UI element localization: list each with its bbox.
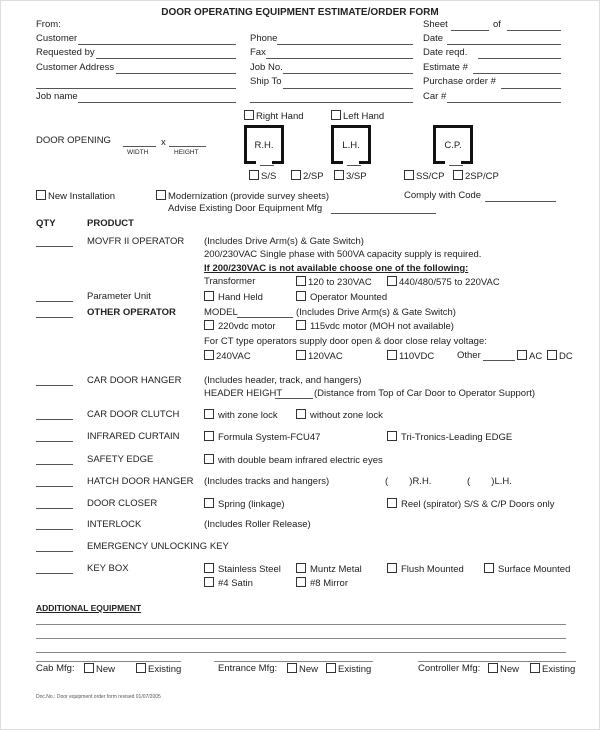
spring-checkbox[interactable]	[204, 498, 285, 511]
option-label: Tri-Tronics-Leading EDGE	[401, 432, 513, 443]
rh-label: R.H.	[254, 140, 274, 151]
reel-checkbox[interactable]	[387, 498, 554, 511]
110vdc-checkbox[interactable]	[387, 350, 434, 363]
parameter-unit-label: Parameter Unit	[87, 291, 151, 302]
controller-new-checkbox[interactable]	[488, 663, 519, 676]
purchase-order-label: Purchase order #	[423, 76, 496, 87]
checkbox-icon	[296, 320, 306, 330]
option-label: New	[500, 664, 520, 675]
option-label: 2SP/CP	[465, 171, 499, 182]
option-label: AC	[529, 351, 543, 362]
header-height-label: HEADER HEIGHT	[204, 388, 283, 399]
model-label: MODEL	[204, 307, 238, 318]
qty-field-key-box[interactable]	[36, 573, 73, 574]
option-label: DC	[559, 351, 573, 362]
flush-checkbox[interactable]	[387, 563, 464, 576]
entrance-mfg-field[interactable]	[214, 661, 373, 662]
other-voltage-field[interactable]	[483, 360, 515, 361]
additional-line-2[interactable]	[36, 638, 566, 639]
left-hand-checkbox[interactable]	[331, 110, 384, 123]
option-label: Surface Mounted	[498, 564, 571, 575]
qty-field-door-closer[interactable]	[36, 508, 73, 509]
qty-field-car-door-hanger[interactable]	[36, 385, 73, 386]
checkbox-icon	[204, 431, 214, 441]
hatch-desc: (Includes tracks and hangers)	[204, 476, 330, 487]
2sp-checkbox[interactable]	[291, 170, 324, 183]
qty-field-clutch[interactable]	[36, 419, 73, 420]
option-label: with zone lock	[218, 410, 278, 421]
entrance-mfg-label: Entrance Mfg:	[218, 663, 278, 674]
checkbox-icon	[326, 663, 336, 673]
door-opening-label: DOOR OPENING	[36, 135, 111, 146]
job-name-field[interactable]	[78, 102, 236, 103]
left-hand-label: Left Hand	[343, 111, 385, 122]
checkbox-icon	[404, 170, 414, 180]
qty-field-parameter[interactable]	[36, 301, 73, 302]
movfr-desc: (Includes Drive Arm(s) & Gate Switch)	[204, 236, 364, 247]
header-height-field[interactable]	[275, 398, 313, 399]
option-label: without zone lock	[310, 410, 383, 421]
option-label: New Installation	[48, 191, 116, 202]
checkbox-icon	[296, 276, 306, 286]
controller-mfg-label: Controller Mfg:	[418, 663, 481, 674]
checkbox-icon	[517, 350, 527, 360]
checkbox-icon	[334, 170, 344, 180]
other-voltage-label: Other	[457, 350, 481, 361]
car-door-hanger-desc: (Includes header, track, and hangers)	[204, 375, 362, 386]
job-no-label: Job No.	[250, 62, 283, 73]
option-label: 440/480/575 to 220VAC	[399, 277, 500, 288]
checkbox-icon	[387, 563, 397, 573]
checkbox-icon	[204, 498, 214, 508]
additional-line-1[interactable]	[36, 624, 566, 625]
phone-label: Phone	[250, 33, 278, 44]
operator-mounted-checkbox[interactable]	[296, 291, 387, 304]
entrance-new-checkbox[interactable]	[287, 663, 318, 676]
qty-field-infrared[interactable]	[36, 441, 73, 442]
checkbox-icon	[204, 320, 214, 330]
lh-label: L.H.	[342, 140, 360, 151]
option-label: 120 to 230VAC	[308, 277, 372, 288]
option-label: Existing	[338, 664, 372, 675]
3sp-checkbox[interactable]	[334, 170, 367, 183]
hatch-door-hanger-label: HATCH DOOR HANGER	[87, 476, 194, 487]
customer-field[interactable]	[78, 44, 236, 45]
tritronics-checkbox[interactable]	[387, 431, 512, 444]
cab-mfg-label: Cab Mfg:	[36, 663, 75, 674]
modernization-checkbox[interactable]	[156, 190, 329, 203]
ss-checkbox[interactable]	[249, 170, 276, 183]
form-title: DOOR OPERATING EQUIPMENT ESTIMATE/ORDER FORM	[161, 7, 439, 18]
option-label: 2/SP	[303, 171, 324, 182]
checkbox-icon	[156, 190, 166, 200]
checkbox-icon	[453, 170, 463, 180]
option-label: SS/CP	[416, 171, 445, 182]
option-label: 120VAC	[308, 351, 343, 362]
option-label: 3/SP	[346, 171, 367, 182]
checkbox-icon	[296, 409, 306, 419]
times-sign: x	[161, 137, 166, 148]
sheet-field[interactable]	[451, 30, 489, 31]
option-label: Hand Held	[218, 292, 263, 303]
formula-checkbox[interactable]	[204, 431, 320, 444]
from-label: From:	[36, 19, 61, 30]
cp-label: C.P.	[444, 140, 462, 151]
date-reqd-field[interactable]	[478, 58, 561, 59]
other-operator-desc: (Includes Drive Arm(s) & Gate Switch)	[296, 307, 456, 318]
mirror-checkbox[interactable]	[296, 577, 348, 590]
job-no-field[interactable]	[283, 73, 413, 74]
checkbox-icon	[291, 170, 301, 180]
safety-edge-label: SAFETY EDGE	[87, 454, 154, 465]
checkbox-icon	[387, 276, 397, 286]
115vdc-checkbox[interactable]	[296, 320, 454, 333]
entrance-existing-checkbox[interactable]	[326, 663, 371, 676]
doc-number: Doc.No.: Door equipment order form revised 01/07/2005	[36, 694, 161, 700]
option-label: Modernization (provide survey sheets)	[168, 191, 330, 202]
option-label: Existing	[542, 664, 576, 675]
surface-checkbox[interactable]	[484, 563, 570, 576]
interlock-label: INTERLOCK	[87, 519, 142, 530]
checkbox-icon	[287, 663, 297, 673]
checkbox-icon	[488, 663, 498, 673]
checkbox-icon	[387, 498, 397, 508]
sheet-label: Sheet	[423, 19, 448, 30]
option-label: Flush Mounted	[401, 564, 464, 575]
sheet-of-field[interactable]	[507, 30, 561, 31]
option-label: #8 Mirror	[310, 578, 349, 589]
qty-field-hatch[interactable]	[36, 486, 73, 487]
checkbox-icon	[204, 350, 214, 360]
checkbox-icon	[136, 663, 146, 673]
checkbox-icon	[331, 110, 341, 120]
hand-held-checkbox[interactable]	[204, 291, 263, 304]
emergency-key-label: EMERGENCY UNLOCKING KEY	[87, 541, 229, 552]
dc-checkbox[interactable]	[547, 350, 573, 363]
movfr-alternative-note: If 200/230VAC is not available choose one of the following:	[204, 263, 469, 274]
date-label: Date	[423, 33, 444, 44]
qty-field-movfr[interactable]	[36, 246, 73, 247]
checkbox-icon	[296, 350, 306, 360]
requested-by-field[interactable]	[96, 58, 236, 59]
option-label: #4 Satin	[218, 578, 253, 589]
2spcp-checkbox[interactable]	[453, 170, 499, 183]
height-label: HEIGHT	[174, 149, 199, 156]
width-label: WIDTH	[127, 149, 149, 156]
stainless-checkbox[interactable]	[204, 563, 281, 576]
qty-field-emergency-key[interactable]	[36, 551, 73, 552]
customer-address-field[interactable]	[116, 73, 236, 74]
240vac-checkbox[interactable]	[204, 350, 251, 363]
checkbox-icon	[484, 563, 494, 573]
option-label: Spring (linkage)	[218, 499, 285, 510]
hatch-rh-field[interactable]: ( )R.H.	[385, 476, 432, 487]
of-label: of	[493, 19, 501, 30]
option-label: Existing	[148, 664, 182, 675]
option-label: New	[96, 664, 116, 675]
option-label: New	[299, 664, 319, 675]
car-field[interactable]	[447, 102, 561, 103]
muntz-checkbox[interactable]	[296, 563, 362, 576]
with-zone-lock-checkbox[interactable]	[204, 409, 278, 422]
ship-to-field[interactable]	[283, 88, 413, 89]
hatch-lh-field[interactable]: ( )L.H.	[467, 476, 512, 487]
cab-new-checkbox[interactable]	[84, 663, 115, 676]
t120-checkbox[interactable]	[296, 276, 372, 289]
car-door-clutch-label: CAR DOOR CLUTCH	[87, 409, 180, 420]
job-name-label: Job name	[36, 91, 78, 102]
right-hand-checkbox[interactable]	[244, 110, 304, 123]
estimate-label: Estimate #	[423, 62, 468, 73]
checkbox-icon	[296, 577, 306, 587]
option-label: Operator Mounted	[310, 292, 388, 303]
movfr-supply-note: 200/230VAC Single phase with 500VA capacity supply is required.	[204, 249, 482, 260]
phone-field[interactable]	[277, 44, 413, 45]
new-installation-checkbox[interactable]	[36, 190, 115, 203]
satin-checkbox[interactable]	[204, 577, 253, 590]
advise-mfg-label: Advise Existing Door Equipment Mfg	[168, 203, 323, 214]
right-hand-label: Right Hand	[256, 111, 304, 122]
date-field[interactable]	[447, 44, 561, 45]
advise-mfg-field[interactable]	[331, 213, 436, 214]
checkbox-icon	[244, 110, 254, 120]
left-hand-door-diagram	[331, 125, 371, 164]
checkbox-icon	[296, 563, 306, 573]
key-box-label: KEY BOX	[87, 563, 129, 574]
ac-checkbox[interactable]	[517, 350, 542, 363]
checkbox-icon	[249, 170, 259, 180]
car-door-hanger-label: CAR DOOR HANGER	[87, 375, 182, 386]
door-closer-label: DOOR CLOSER	[87, 498, 158, 509]
checkbox-icon	[204, 563, 214, 573]
option-label: 220vdc motor	[218, 321, 276, 332]
option-label: S/S	[261, 171, 277, 182]
220vdc-checkbox[interactable]	[204, 320, 276, 333]
interlock-desc: (Includes Roller Release)	[204, 519, 311, 530]
movfr-label: MOVFR II OPERATOR	[87, 236, 185, 247]
model-field[interactable]	[237, 317, 293, 318]
qty-field-interlock[interactable]	[36, 529, 73, 530]
car-label: Car #	[423, 91, 447, 102]
customer-address-label: Customer Address	[36, 62, 115, 73]
option-label: 110VDC	[399, 351, 435, 362]
option-label: Reel (spirator) S/S & C/P Doors only	[401, 499, 555, 510]
qty-field-other-operator[interactable]	[36, 317, 73, 318]
option-label: Formula System-FCU47	[218, 432, 321, 443]
checkbox-icon	[530, 663, 540, 673]
ct-voltage-note: For CT type operators supply door open & door close relay voltage:	[204, 336, 487, 347]
date-reqd-label: Date reqd.	[423, 47, 468, 58]
checkbox-icon	[387, 431, 397, 441]
product-heading: PRODUCT	[87, 218, 134, 229]
ship-to-label: Ship To	[250, 76, 282, 87]
customer-address-field-2[interactable]	[36, 88, 236, 89]
option-label: Stainless Steel	[218, 564, 281, 575]
checkbox-icon	[547, 350, 557, 360]
fax-label: Fax	[250, 47, 266, 58]
option-label: 240VAC	[216, 351, 251, 362]
checkbox-icon	[204, 454, 214, 464]
checkbox-icon	[36, 190, 46, 200]
cab-mfg-field[interactable]	[36, 661, 181, 662]
transformer-label: Transformer	[204, 276, 256, 287]
option-label: 115vdc motor (MOH not available)	[310, 321, 454, 332]
sscp-checkbox[interactable]	[404, 170, 445, 183]
estimate-field[interactable]	[473, 73, 561, 74]
qty-heading: QTY	[36, 218, 56, 229]
customer-label: Customer	[36, 33, 78, 44]
purchase-order-field[interactable]	[501, 88, 561, 89]
requested-by-label: Requested by	[36, 47, 95, 58]
option-label: with double beam infrared electric eyes	[218, 455, 383, 466]
fax-field[interactable]	[266, 58, 413, 59]
without-zone-lock-checkbox[interactable]	[296, 409, 383, 422]
checkbox-icon	[296, 291, 306, 301]
infrared-curtain-label: INFRARED CURTAIN	[87, 431, 180, 442]
checkbox-icon	[204, 577, 214, 587]
qty-field-safety-edge[interactable]	[36, 464, 73, 465]
other-operator-label: OTHER OPERATOR	[87, 307, 176, 318]
right-hand-door-diagram	[244, 125, 284, 164]
checkbox-icon	[84, 663, 94, 673]
t440-checkbox[interactable]	[387, 276, 500, 289]
option-label: Muntz Metal	[310, 564, 362, 575]
header-height-desc: (Distance from Top of Car Door to Operator Support)	[314, 388, 536, 399]
additional-line-3[interactable]	[36, 652, 566, 653]
checkbox-icon	[204, 409, 214, 419]
cab-existing-checkbox[interactable]	[136, 663, 181, 676]
checkbox-icon	[387, 350, 397, 360]
ship-to-field-2[interactable]	[250, 102, 413, 103]
checkbox-icon	[204, 291, 214, 301]
comply-code-label: Comply with Code	[404, 190, 482, 201]
controller-mfg-field[interactable]	[418, 661, 576, 662]
additional-equipment-heading: ADDITIONAL EQUIPMENT	[36, 603, 142, 613]
center-parting-door-diagram	[433, 125, 473, 164]
controller-existing-checkbox[interactable]	[530, 663, 575, 676]
comply-code-field[interactable]	[485, 201, 556, 202]
120vac-checkbox[interactable]	[296, 350, 343, 363]
double-beam-checkbox[interactable]	[204, 454, 383, 467]
